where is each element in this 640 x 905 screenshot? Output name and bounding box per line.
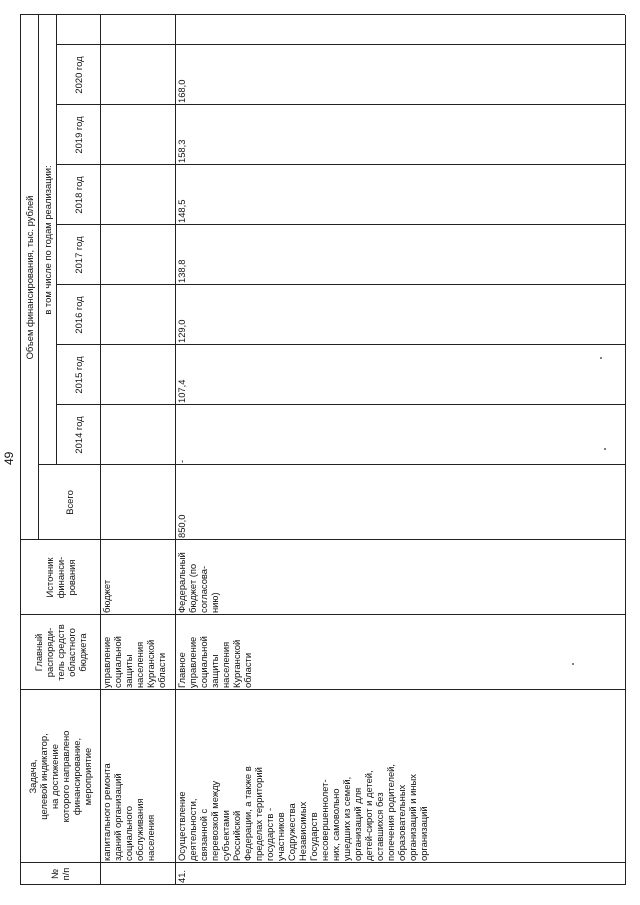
table-grid-line [100, 15, 101, 885]
row-1-year-2014: - [176, 459, 187, 463]
row-0-year-2014 [100, 405, 175, 465]
table-grid-line [38, 15, 39, 540]
header-manager: Главный распоряди- тель средств областного бюджета [32, 624, 88, 681]
row-1-year-2016: 129,0 [176, 319, 187, 343]
row-0-year-2019 [100, 105, 175, 165]
header-year-2018: 2018 год [72, 176, 84, 214]
row-0-year-2017 [100, 225, 175, 285]
table-grid-line [56, 224, 625, 225]
row-0-num [100, 863, 175, 885]
header-year-2015: 2015 год [72, 356, 84, 394]
row-1-year-2017: 138,8 [176, 259, 187, 283]
table-grid-line [20, 15, 21, 885]
row-1-year-2020: 168,0 [176, 79, 187, 103]
row-1-task: Осуществление деятельности, связанной с перевозкой между субъектами Российской Федерации, а также в пределах территорий государств - участников Содружества Независимых Государств несовершеннолет- них, самовольно ушедших из семей, организаций для детей-сирот и детей, оставшихся без попечения родителей, образовательных организаций и иных организаций [176, 763, 429, 861]
row-0-source: бюджет [101, 579, 112, 613]
row-1-year-2019: 158,3 [176, 139, 187, 163]
table-grid-line [20, 14, 625, 15]
header-total: Всего [63, 490, 75, 515]
header-year-2017: 2017 год [72, 236, 84, 274]
header-funding: Объем финансирования, тыс. рублей [23, 195, 35, 360]
scan-speck [572, 663, 574, 665]
row-0-task: капитального ремонта зданий организаций социального обслуживания населения [101, 763, 156, 861]
row-1-source: Федеральный бюджет (по согласова- нию) [176, 552, 220, 613]
table-grid-line [56, 404, 625, 405]
header-source: Источник финанси- рования [43, 556, 77, 599]
row-0-year-2016 [100, 285, 175, 345]
table-grid-line [20, 539, 625, 540]
table-grid-line [38, 464, 625, 465]
scan-speck [604, 448, 606, 450]
row-1-year-2015: 107,4 [176, 379, 187, 403]
header-year-2019: 2019 год [72, 116, 84, 154]
row-0-year-2015 [100, 345, 175, 405]
table-grid-line [625, 15, 626, 885]
row-1-total: 850,0 [176, 514, 187, 538]
row-1-year-2018: 148,5 [176, 199, 187, 223]
row-0-year-2018 [100, 165, 175, 225]
row-1-num: 41. [176, 869, 187, 883]
table-grid-line [56, 164, 625, 165]
header-task: Задача, целевой индикатор, на достижение которого направлено финансирование, мероприятие [27, 730, 93, 823]
header-year-2016: 2016 год [72, 296, 84, 334]
table-grid-line [56, 104, 625, 105]
table-grid-line [56, 284, 625, 285]
page-number: 49 [2, 451, 16, 465]
table-grid-line [20, 862, 625, 863]
header-year-2020: 2020 год [72, 56, 84, 94]
row-0-year-2020 [100, 45, 175, 105]
header-by-years: в том числе по годам реализации: [41, 165, 53, 315]
row-0-total [100, 465, 175, 540]
row-0-manager: управление социальной защиты населения Курганской области [101, 636, 167, 688]
table-grid-line [20, 884, 625, 885]
table-grid-line [20, 614, 625, 615]
table-grid-line [175, 15, 176, 885]
table-grid-line [56, 15, 57, 465]
header-num: № п/п [49, 867, 71, 881]
table-grid-line [20, 689, 625, 690]
header-year-2014: 2014 год [72, 416, 84, 454]
table-grid-line [56, 344, 625, 345]
scan-speck [600, 357, 602, 359]
table-grid-line [56, 44, 625, 45]
row-1-manager: Главное управление социальной защиты населения Курганской области [176, 636, 253, 688]
